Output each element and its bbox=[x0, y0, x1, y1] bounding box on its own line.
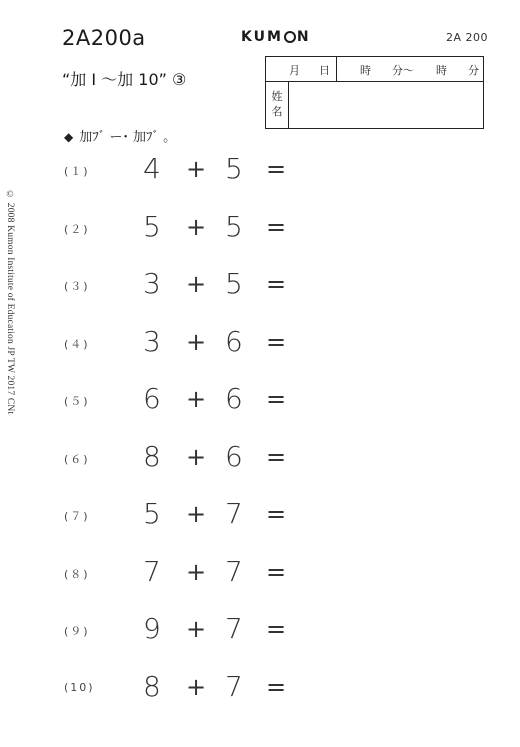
first-addend: 8 bbox=[143, 439, 161, 473]
box-divider-date bbox=[336, 57, 337, 81]
worksheet-code-small: 2A 200 bbox=[446, 31, 489, 44]
first-addend: 6 bbox=[143, 382, 161, 415]
problem-number: (４) bbox=[64, 337, 90, 351]
instructions-text: 加ﾌﾞ ー･ 加ﾌﾞ 。 bbox=[79, 130, 177, 145]
equals-sign: = bbox=[266, 615, 287, 643]
first-addend: 7 bbox=[143, 554, 161, 588]
problem-number: (10) bbox=[64, 680, 95, 694]
plus-sign: + bbox=[186, 327, 207, 356]
plus-sign: + bbox=[186, 500, 207, 528]
second-addend: 6 bbox=[225, 439, 243, 473]
day-label: 日 bbox=[319, 64, 330, 77]
logo-text-prefix: KUM bbox=[241, 29, 283, 45]
second-addend: 6 bbox=[225, 382, 243, 415]
hour-label-end: 時 bbox=[436, 64, 447, 77]
answer-space[interactable] bbox=[300, 614, 450, 648]
kumon-logo bbox=[241, 29, 311, 45]
first-addend: 8 bbox=[143, 669, 161, 703]
first-addend: 3 bbox=[143, 324, 161, 358]
problem-row bbox=[0, 612, 520, 652]
answer-space[interactable] bbox=[300, 269, 450, 303]
equals-sign: = bbox=[266, 212, 287, 241]
copyright-notice: © 2008 Kumon Institute of Education JP TW 2017 CNt bbox=[5, 190, 15, 415]
plus-sign: + bbox=[186, 557, 207, 586]
second-addend: 5 bbox=[225, 267, 243, 300]
first-addend: 9 bbox=[143, 612, 161, 645]
answer-space[interactable] bbox=[300, 212, 450, 246]
first-addend: 5 bbox=[143, 209, 161, 243]
equals-sign: = bbox=[266, 155, 287, 183]
worksheet-code: 2A200a bbox=[62, 26, 146, 50]
problem-number: (６) bbox=[64, 452, 90, 466]
second-addend: 5 bbox=[225, 209, 243, 243]
month-label: 月 bbox=[289, 64, 300, 77]
hour-label-start: 時 bbox=[360, 64, 371, 77]
answer-space[interactable] bbox=[300, 442, 450, 476]
name-input-field[interactable] bbox=[290, 82, 483, 128]
problem-row bbox=[0, 555, 520, 595]
problem-row bbox=[0, 497, 520, 537]
problem-row bbox=[0, 325, 520, 365]
logo-circle-o bbox=[284, 31, 296, 43]
diamond-bullet-icon: ◆ bbox=[64, 130, 74, 144]
second-addend: 7 bbox=[225, 497, 243, 530]
answer-space[interactable] bbox=[300, 557, 450, 591]
problem-number: (７) bbox=[64, 510, 90, 523]
problem-number: (９) bbox=[64, 625, 90, 638]
problem-number: (３) bbox=[64, 280, 90, 293]
equals-sign: = bbox=[266, 557, 287, 586]
equals-sign: = bbox=[266, 270, 287, 298]
minute-label-end: 分 bbox=[468, 64, 479, 77]
problem-row bbox=[0, 440, 520, 480]
plus-sign: + bbox=[186, 270, 207, 298]
instructions bbox=[64, 126, 176, 145]
worksheet-subtitle: “加 I ～加 10” ③ bbox=[62, 70, 187, 89]
answer-space[interactable] bbox=[300, 384, 450, 418]
problem-number: (２) bbox=[64, 222, 90, 236]
equals-sign: = bbox=[266, 327, 287, 356]
plus-sign: + bbox=[186, 672, 207, 701]
second-addend: 5 bbox=[225, 152, 243, 185]
logo-text-suffix: N bbox=[296, 29, 311, 45]
equals-sign: = bbox=[266, 672, 287, 701]
first-addend: 4 bbox=[143, 152, 161, 185]
equals-sign: = bbox=[266, 442, 287, 471]
first-addend: 5 bbox=[143, 497, 161, 530]
plus-sign: + bbox=[186, 155, 207, 183]
problem-row bbox=[0, 210, 520, 250]
second-addend: 7 bbox=[225, 612, 243, 645]
problem-row bbox=[0, 267, 520, 307]
problem-row bbox=[0, 152, 520, 192]
date-time-name-box bbox=[265, 56, 484, 129]
answer-space[interactable] bbox=[300, 499, 450, 533]
name-label bbox=[270, 89, 284, 119]
name-label-char-1: 姓 bbox=[271, 90, 283, 103]
box-divider-name bbox=[288, 81, 289, 128]
equals-sign: = bbox=[266, 385, 287, 413]
problem-number: (５) bbox=[64, 395, 90, 408]
answer-space[interactable] bbox=[300, 327, 450, 361]
plus-sign: + bbox=[186, 385, 207, 413]
plus-sign: + bbox=[186, 442, 207, 471]
equals-sign: = bbox=[266, 500, 287, 528]
minute-range-label: 分～ bbox=[392, 64, 414, 77]
problem-row bbox=[0, 382, 520, 422]
answer-space[interactable] bbox=[300, 672, 450, 706]
problem-number: (１) bbox=[64, 165, 90, 178]
problem-row bbox=[0, 670, 520, 710]
second-addend: 7 bbox=[225, 554, 243, 588]
plus-sign: + bbox=[186, 615, 207, 643]
problem-number: (８) bbox=[64, 567, 90, 581]
second-addend: 6 bbox=[225, 324, 243, 358]
plus-sign: + bbox=[186, 212, 207, 241]
answer-space[interactable] bbox=[300, 154, 450, 188]
name-label-char-2: 名 bbox=[271, 105, 283, 118]
second-addend: 7 bbox=[225, 669, 243, 703]
first-addend: 3 bbox=[143, 267, 161, 300]
